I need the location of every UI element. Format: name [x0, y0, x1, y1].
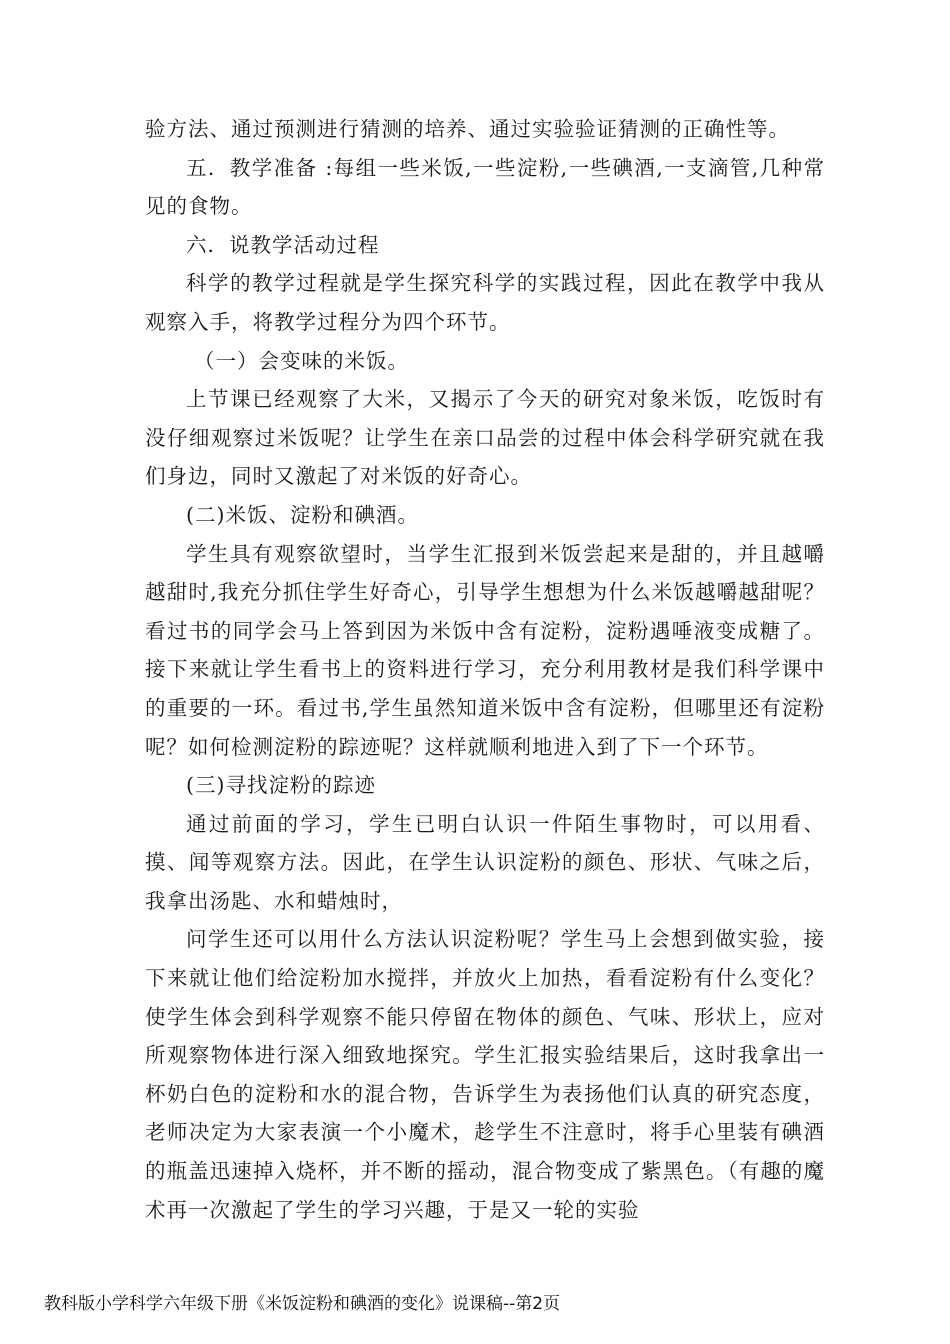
- paragraph-continuation: 验方法、通过预测进行猜测的培养、通过实验验证猜测的正确性等。: [145, 117, 790, 141]
- subheading-part-1: （一）会变味的米饭。: [194, 348, 409, 373]
- paragraph-part-1: 上节课已经观察了大米，又揭示了今天的研究对象米饭，吃饭时有没仔细观察过米饭呢？让学生在亲口品尝的过程中体会科学研究就在我们身边，同时又激起了对米饭的好奇心。: [145, 387, 825, 489]
- section-heading-activity-process: 六．说教学活动过程: [186, 232, 380, 257]
- paragraph-part-2: 学生具有观察欲望时，当学生汇报到米饭尝起来是甜的，并且越嚼越甜时,我充分抓住学生好奇心，引导学生想想为什么米饭越嚼越甜呢？看过书的同学会马上答到因为米饭中含有淀粉，淀粉遇唾液变成糖了。接下来就让学生看书上的资料进行学习，充分利用教材是我们科学课中的重要的一环。看过书,学生虽然知道米饭中含有淀粉，但哪里还有淀粉呢？如何检测淀粉的踪迹呢？这样就顺利地进入到了下一个环节。: [145, 541, 825, 759]
- paragraph-teaching-prep: 五．教学准备 :每组一些米饭,一些淀粉,一些碘酒,一支滴管,几种常见的食物。: [145, 155, 825, 219]
- subheading-part-3: (三)寻找淀粉的踪迹: [186, 773, 376, 798]
- paragraph-part-3a: 通过前面的学习，学生已明白认识一件陌生事物时，可以用看、摸、闻等观察方法。因此，在学生认识淀粉的颜色、形状、气味之后，我拿出汤匙、水和蜡烛时，: [145, 811, 825, 913]
- paragraph-intro: 科学的教学过程就是学生探究科学的实践过程，因此在教学中我从观察入手，将教学过程分为四个环节。: [145, 271, 825, 334]
- document-body: [145, 110, 825, 1229]
- page-footer: 教科版小学科学六年级下册《米饭淀粉和碘酒的变化》说课稿--第2页: [44, 1294, 561, 1314]
- paragraph-part-3b: 问学生还可以用什么方法认识淀粉呢？学生马上会想到做实验，接下来就让他们给淀粉加水搅拌，并放火上加热，看看淀粉有什么变化？使学生体会到科学观察不能只停留在物体的颜色、气味、形状上，应对所观察物体进行深入细致地探究。学生汇报实验结果后，这时我拿出一杯奶白色的淀粉和水的混合物，告诉学生为表扬他们认真的研究态度，老师决定为大家表演一个小魔术，趁学生不注意时，将手心里装有碘酒的瓶盖迅速掉入烧杯，并不断的摇动，混合物变成了紫黑色。（有趣的魔术再一次激起了学生的学习兴趣，于是又一轮的实验: [145, 927, 825, 1222]
- subheading-part-2: (二)米饭、淀粉和碘酒。: [186, 502, 419, 527]
